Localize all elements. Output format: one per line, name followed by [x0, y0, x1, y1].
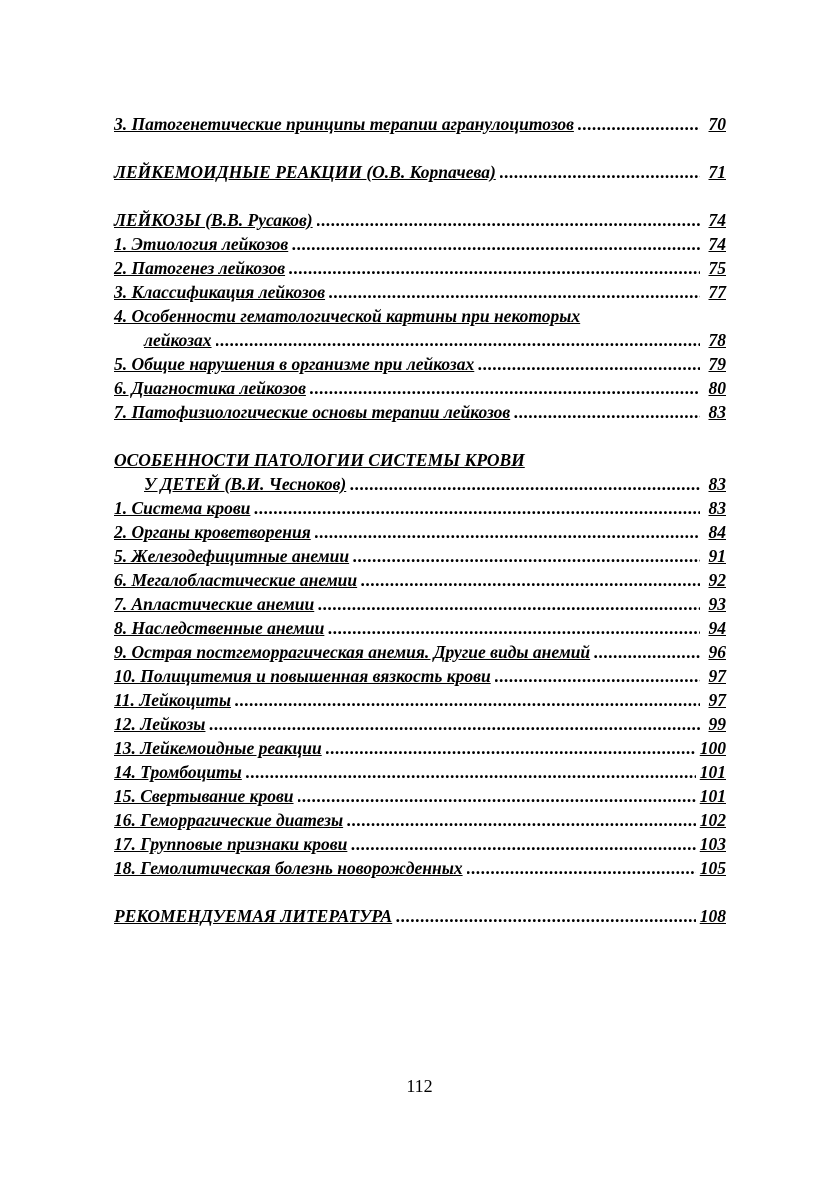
toc-entry-title: 9. Острая постгеморрагическая анемия. Другие виды анемий — [114, 642, 591, 662]
page-number: 112 — [406, 1076, 433, 1096]
toc-entry-title: 5. Железодефицитные анемии — [114, 546, 350, 566]
toc-entry-page: 77 — [708, 282, 726, 302]
toc-entry-page: 84 — [708, 522, 726, 542]
toc-entry[interactable] — [114, 712, 726, 736]
toc-entry[interactable] — [114, 376, 726, 400]
spacer — [114, 184, 726, 208]
toc-entry-title: лейкозах — [144, 330, 212, 350]
leader-dots — [292, 232, 700, 256]
leader-dots — [500, 160, 700, 184]
toc-entry[interactable] — [114, 640, 726, 664]
toc-entry[interactable] — [114, 520, 726, 544]
leader-dots — [350, 472, 700, 496]
leader-dots — [235, 688, 700, 712]
toc-entry[interactable] — [114, 496, 726, 520]
toc-entry[interactable] — [114, 544, 726, 568]
toc-entry-page: 100 — [699, 738, 726, 758]
toc-entry-page: 75 — [708, 258, 726, 278]
toc-entry-title: У ДЕТЕЙ (В.И. Чесноков) — [144, 474, 347, 494]
toc-entry[interactable] — [114, 472, 726, 496]
toc-entry-page: 101 — [699, 786, 726, 806]
toc-entry[interactable] — [114, 160, 726, 184]
toc-entry-title: 7. Апластические анемии — [114, 594, 315, 614]
toc-entry[interactable] — [114, 736, 726, 760]
toc-entry-page: 83 — [708, 402, 726, 422]
toc-entry[interactable] — [114, 592, 726, 616]
toc-entry-title: 18. Гемолитическая болезнь новорожденных — [114, 858, 463, 878]
spacer — [114, 136, 726, 160]
toc-entry-title: 5. Общие нарушения в организме при лейкозах — [114, 354, 475, 374]
leader-dots — [347, 808, 696, 832]
toc-entry[interactable] — [114, 400, 726, 424]
toc-entry-title: 14. Тромбоциты — [114, 762, 242, 782]
leader-dots — [514, 400, 700, 424]
toc-entry-page: 83 — [708, 498, 726, 518]
leader-dots — [318, 592, 700, 616]
toc-entry-page: 78 — [708, 330, 726, 350]
toc-entry-page: 70 — [708, 114, 726, 134]
toc-entry[interactable] — [114, 256, 726, 280]
toc-entry-title: 2. Патогенез лейкозов — [114, 258, 286, 278]
toc-entry[interactable] — [114, 568, 726, 592]
toc-entry[interactable] — [114, 664, 726, 688]
toc-entry-title: 10. Полицитемия и повышенная вязкость крови — [114, 666, 491, 686]
toc-entry[interactable] — [114, 280, 726, 304]
toc-entry-page: 71 — [708, 162, 726, 182]
toc-entry-page: 93 — [708, 594, 726, 614]
toc-entry-page: 80 — [708, 378, 726, 398]
leader-dots — [353, 544, 700, 568]
toc-entry-page: 94 — [708, 618, 726, 638]
toc-entry-title: 15. Свертывание крови — [114, 786, 294, 806]
toc-entry-page: 96 — [708, 642, 726, 662]
leader-dots — [396, 904, 696, 928]
leader-dots — [329, 280, 700, 304]
toc-entry-page: 97 — [708, 690, 726, 710]
toc-entry-page: 91 — [708, 546, 726, 566]
toc-entry-title-line1[interactable]: ОСОБЕННОСТИ ПАТОЛОГИИ СИСТЕМЫ КРОВИ — [114, 450, 525, 470]
toc-entry-page: 108 — [699, 906, 726, 926]
toc-entry-title: 6. Мегалобластические анемии — [114, 570, 358, 590]
toc-entry-page: 97 — [708, 666, 726, 686]
leader-dots — [209, 712, 700, 736]
leader-dots — [289, 256, 700, 280]
toc-entry-page: 105 — [699, 858, 726, 878]
toc-entry-page: 79 — [708, 354, 726, 374]
toc-entry-page: 92 — [708, 570, 726, 590]
toc-entry-title: 17. Групповые признаки крови — [114, 834, 348, 854]
leader-dots — [246, 760, 696, 784]
toc-entry-page: 102 — [699, 810, 726, 830]
leader-dots — [351, 832, 695, 856]
leader-dots — [310, 376, 700, 400]
leader-dots — [216, 328, 700, 352]
toc-entry[interactable] — [114, 784, 726, 808]
toc-entry[interactable] — [114, 808, 726, 832]
toc-entry[interactable] — [114, 616, 726, 640]
leader-dots — [594, 640, 700, 664]
toc-entry-title-line1[interactable]: 4. Особенности гематологической картины при некоторых — [114, 306, 581, 326]
toc-entry-title: 11. Лейкоциты — [114, 690, 231, 710]
leader-dots — [467, 856, 696, 880]
leader-dots — [495, 664, 700, 688]
toc-entry-title: 2. Органы кроветворения — [114, 522, 311, 542]
toc-entry[interactable] — [114, 232, 726, 256]
leader-dots — [361, 568, 700, 592]
leader-dots — [478, 352, 700, 376]
toc-entry-title: 6. Диагностика лейкозов — [114, 378, 306, 398]
toc-entry[interactable] — [114, 832, 726, 856]
toc-entry[interactable] — [114, 688, 726, 712]
toc-entry-title: ЛЕЙКЕМОИДНЫЕ РЕАКЦИИ (О.В. Корпачева) — [114, 162, 496, 182]
toc-entry-title: 12. Лейкозы — [114, 714, 206, 734]
toc-entry-page: 103 — [699, 834, 726, 854]
toc-entry[interactable] — [114, 352, 726, 376]
leader-dots — [578, 112, 700, 136]
toc-entry[interactable] — [114, 328, 726, 352]
leader-dots — [315, 520, 700, 544]
spacer — [114, 424, 726, 448]
toc-entry-title: 7. Патофизиологические основы терапии лейкозов — [114, 402, 511, 422]
toc-entry-title: 16. Геморрагические диатезы — [114, 810, 344, 830]
toc-entry-page: 74 — [708, 210, 726, 230]
toc-entry-title: РЕКОМЕНДУЕМАЯ ЛИТЕРАТУРА — [114, 906, 393, 926]
toc-entry-title: 1. Система крови — [114, 498, 251, 518]
toc-entry[interactable] — [114, 112, 726, 136]
toc-entry-title: 1. Этиология лейкозов — [114, 234, 289, 254]
toc-entry[interactable] — [114, 904, 726, 928]
toc-entry[interactable] — [114, 760, 726, 784]
toc-entry-page: 99 — [708, 714, 726, 734]
toc-entry-page: 74 — [708, 234, 726, 254]
leader-dots — [298, 784, 696, 808]
toc-entry[interactable] — [114, 856, 726, 880]
leader-dots — [326, 736, 696, 760]
toc-entry-page: 101 — [699, 762, 726, 782]
toc-entry-title: 3. Классификация лейкозов — [114, 282, 326, 302]
leader-dots — [254, 496, 700, 520]
toc-entry-title: 3. Патогенетические принципы терапии агранулоцитозов — [114, 114, 574, 134]
toc-entry-title: 13. Лейкемоидные реакции — [114, 738, 322, 758]
toc-entry-title: ЛЕЙКОЗЫ (В.В. Русаков) — [114, 210, 313, 230]
table-of-contents — [114, 112, 726, 928]
toc-entry-title: 8. Наследственные анемии — [114, 618, 325, 638]
leader-dots — [328, 616, 700, 640]
toc-entry[interactable] — [114, 208, 726, 232]
leader-dots — [317, 208, 700, 232]
toc-entry-page: 83 — [708, 474, 726, 494]
spacer — [114, 880, 726, 904]
